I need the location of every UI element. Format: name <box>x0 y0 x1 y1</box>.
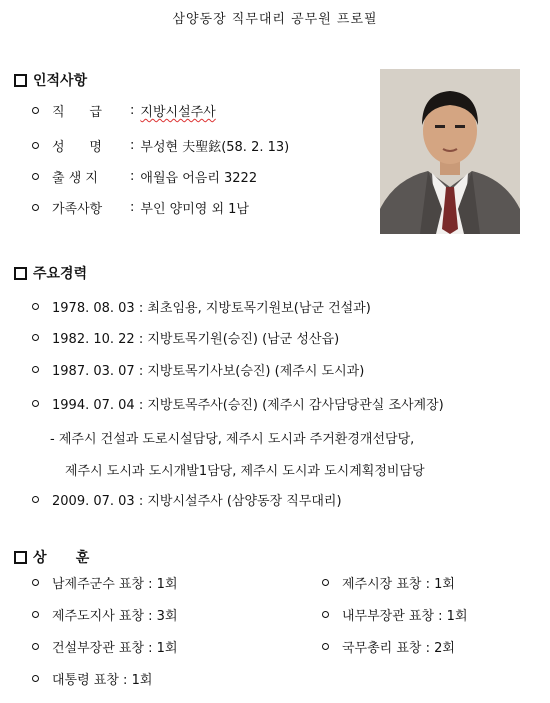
portrait-photo <box>380 69 520 234</box>
section-career-title: 주요경력 <box>33 266 88 282</box>
circle-bullet-icon <box>32 611 39 618</box>
row-label: 성 명 <box>52 140 102 155</box>
career-subline: - 제주시 건설과 도로시설담당, 제주시 도시과 주거환경개선담당, <box>50 432 415 447</box>
portrait-illustration <box>380 69 520 234</box>
section-career-heading <box>14 263 87 283</box>
circle-bullet-icon <box>32 303 39 310</box>
circle-bullet-icon <box>32 142 39 149</box>
circle-bullet-icon <box>32 366 39 373</box>
award-item <box>322 573 455 592</box>
personal-row-family: 가족사항 : 부인 양미영 외 1남 <box>32 198 249 217</box>
award-text: 대통령 표창 : 1회 <box>52 673 153 688</box>
row-value: 부성현 夫聖鉉(58. 2. 13) <box>140 140 290 155</box>
career-item-text: 2009. 07. 03 : 지방시설주사 (삼양동장 직무대리) <box>52 494 342 509</box>
personal-row-name: 성 명 : 부성현 夫聖鉉(58. 2. 13) <box>32 136 289 155</box>
circle-bullet-icon <box>32 334 39 341</box>
circle-bullet-icon <box>322 611 329 618</box>
career-item-text: 1994. 07. 04 : 지방토목주사(승진) (제주시 감사담당관실 조사계장) <box>52 398 444 413</box>
award-item <box>32 637 178 656</box>
checkbox-square-icon <box>14 74 27 87</box>
award-text: 국무총리 표창 : 2회 <box>342 641 455 656</box>
circle-bullet-icon <box>32 675 39 682</box>
career-item-text: 1982. 10. 22 : 지방토목기원(승진) (남군 성산읍) <box>52 332 340 347</box>
row-label: 직 급 <box>52 105 102 120</box>
checkbox-square-icon <box>14 267 27 280</box>
circle-bullet-icon <box>32 496 39 503</box>
circle-bullet-icon <box>322 643 329 650</box>
career-item <box>32 360 364 379</box>
circle-bullet-icon <box>32 173 39 180</box>
career-item-text: 1978. 08. 03 : 최초임용, 지방토목기원보(남군 건설과) <box>52 301 371 316</box>
career-item-text: 1987. 03. 07 : 지방토목기사보(승진) (제주시 도시과) <box>52 364 365 379</box>
award-text: 제주도지사 표창 : 3회 <box>52 609 178 624</box>
personal-row-birthplace: 출 생 지 : 애월읍 어음리 3222 <box>32 167 257 186</box>
career-item <box>32 297 371 316</box>
row-value: 지방시설주사 <box>140 105 216 120</box>
circle-bullet-icon <box>32 107 39 114</box>
page-title: 삼양동장 직무대리 공무원 프로필 <box>172 12 378 27</box>
award-item <box>322 637 455 656</box>
award-item <box>32 669 152 688</box>
career-item <box>32 328 339 347</box>
personal-row-rank: 직 급 : 지방시설주사 <box>32 101 216 120</box>
section-awards-title: 상 훈 <box>33 550 90 566</box>
career-subline: 제주시 도시과 도시개발1담당, 제주시 도시과 도시계획정비담당 <box>65 464 425 479</box>
row-value: 애월읍 어음리 3222 <box>140 171 258 186</box>
award-item <box>322 605 468 624</box>
circle-bullet-icon <box>32 400 39 407</box>
award-item <box>32 605 178 624</box>
award-item <box>32 573 178 592</box>
circle-bullet-icon <box>32 579 39 586</box>
circle-bullet-icon <box>322 579 329 586</box>
award-text: 제주시장 표창 : 1회 <box>342 577 455 592</box>
circle-bullet-icon <box>32 204 39 211</box>
section-awards-heading <box>14 547 89 567</box>
row-label: 가족사항 <box>52 202 103 217</box>
circle-bullet-icon <box>32 643 39 650</box>
award-text: 내무부장관 표창 : 1회 <box>342 609 468 624</box>
checkbox-square-icon <box>14 551 27 564</box>
section-personal-title: 인적사항 <box>33 73 88 89</box>
career-item <box>32 490 342 509</box>
section-personal-heading <box>14 70 87 90</box>
row-value: 부인 양미영 외 1남 <box>140 202 249 217</box>
award-text: 건설부장관 표창 : 1회 <box>52 641 178 656</box>
award-text: 남제주군수 표창 : 1회 <box>52 577 178 592</box>
row-label: 출 생 지 <box>52 171 98 186</box>
career-item <box>32 394 444 413</box>
